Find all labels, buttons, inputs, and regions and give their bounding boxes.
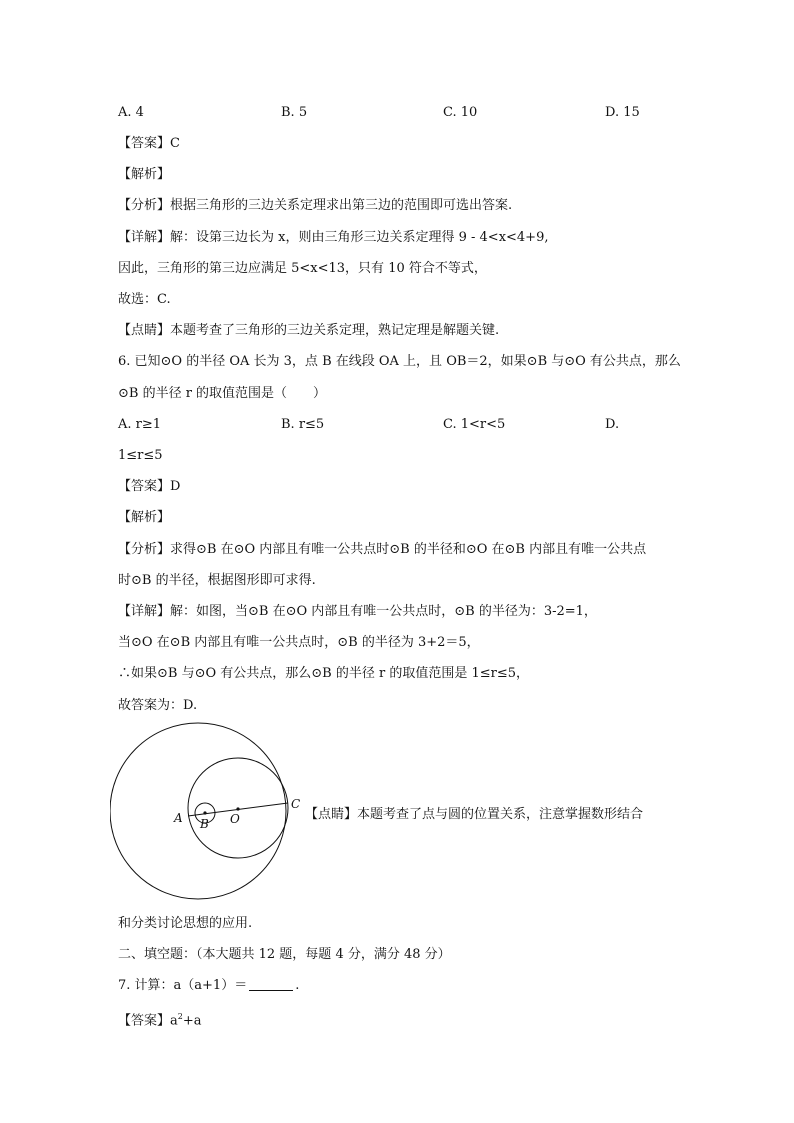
q6-stem-line1: 6. 已知⊙O 的半径 OA 长为 3，点 B 在线段 OA 上，且 OB＝2，如果⊙B 与⊙O 有公共点，那么	[118, 354, 681, 369]
q7-stem-end: .	[295, 978, 300, 993]
q5-xiangjie-line3: 故选：C.	[118, 292, 171, 307]
q7-stem	[118, 976, 299, 996]
q6-analysis-title: 【解析】	[118, 510, 171, 525]
q6-fenxi-line2: 时⊙B 的半径，根据图形即可求得.	[118, 573, 316, 588]
label-c: C	[291, 797, 301, 811]
label-o: O	[230, 812, 240, 826]
q7-answer	[118, 1007, 202, 1031]
q5-xiangjie-line2: 因此，三角形的第三边应满足 5<x<13，只有 10 符合不等式，	[118, 261, 487, 276]
q6-dianjing-line2: 和分类讨论思想的应用.	[118, 916, 253, 931]
q6-stem-line2: ⊙B 的半径 r 的取值范围是（ ）	[118, 386, 327, 401]
q6-option-b: B. r≤5	[281, 417, 325, 432]
q5-option-d: D. 15	[605, 105, 640, 120]
q5-fenxi: 【分析】根据三角形的三边关系定理求出第三边的范围即可选出答案.	[118, 198, 513, 213]
circles-figure	[110, 722, 310, 904]
q6-option-c: C. 1<r<5	[443, 417, 506, 432]
outer-circle	[110, 723, 286, 899]
q6-xiangjie-line1: 【详解】解：如图，当⊙B 在⊙O 内部且有唯一公共点时，⊙B 的半径为：3-2=1，	[118, 604, 597, 619]
section-heading: 二、填空题：（本大题共 12 题，每题 4 分，满分 48 分）	[118, 947, 451, 962]
q5-analysis-title: 【解析】	[118, 167, 171, 182]
q5-answer: 【答案】C	[118, 136, 180, 151]
q6-xiangjie-line3: ∴如果⊙B 与⊙O 有公共点，那么⊙B 的半径 r 的取值范围是 1≤r≤5，	[118, 666, 529, 681]
q7-stem-text: 7. 计算：a（a+1）＝	[118, 978, 248, 993]
q6-xiangjie-line4: 故答案为：D.	[118, 698, 198, 713]
q7-answer-base: a	[170, 1013, 178, 1029]
q7-answer-rest: +a	[182, 1013, 202, 1029]
q7-answer-label: 【答案】	[118, 1013, 171, 1029]
q7-answer-exponent: 2	[177, 1012, 183, 1021]
q6-option-d: D.	[605, 417, 620, 432]
q6-option-d-value: 1≤r≤5	[118, 448, 163, 463]
q6-option-a: A. r≥1	[118, 417, 162, 432]
label-a: A	[174, 811, 183, 825]
point-b	[203, 811, 206, 814]
label-b: B	[200, 817, 209, 831]
q7-answer-blank	[249, 978, 293, 991]
q5-dianjing: 【点睛】本题考查了三角形的三边关系定理，熟记定理是解题关键.	[118, 323, 500, 338]
q5-xiangjie: 【详解】解：设第三边长为 x，则由三角形三边关系定理得 9 - 4<x<4+9,	[118, 230, 549, 245]
q6-dianjing-line1: 【点睛】本题考查了点与圆的位置关系，注意掌握数形结合	[305, 807, 644, 822]
q6-xiangjie-line2: 当⊙O 在⊙B 内部且有唯一公共点时，⊙B 的半径为 3+2＝5，	[118, 635, 480, 650]
q5-option-a: A. 4	[118, 105, 144, 120]
q5-option-c: C. 10	[443, 105, 478, 120]
point-o	[236, 807, 239, 810]
q6-fenxi-line1: 【分析】求得⊙B 在⊙O 内部且有唯一公共点时⊙B 的半径和⊙O 在⊙B 内部且有唯一公共点	[118, 542, 647, 557]
q5-option-b: B. 5	[281, 105, 308, 120]
q6-answer: 【答案】D	[118, 479, 181, 494]
